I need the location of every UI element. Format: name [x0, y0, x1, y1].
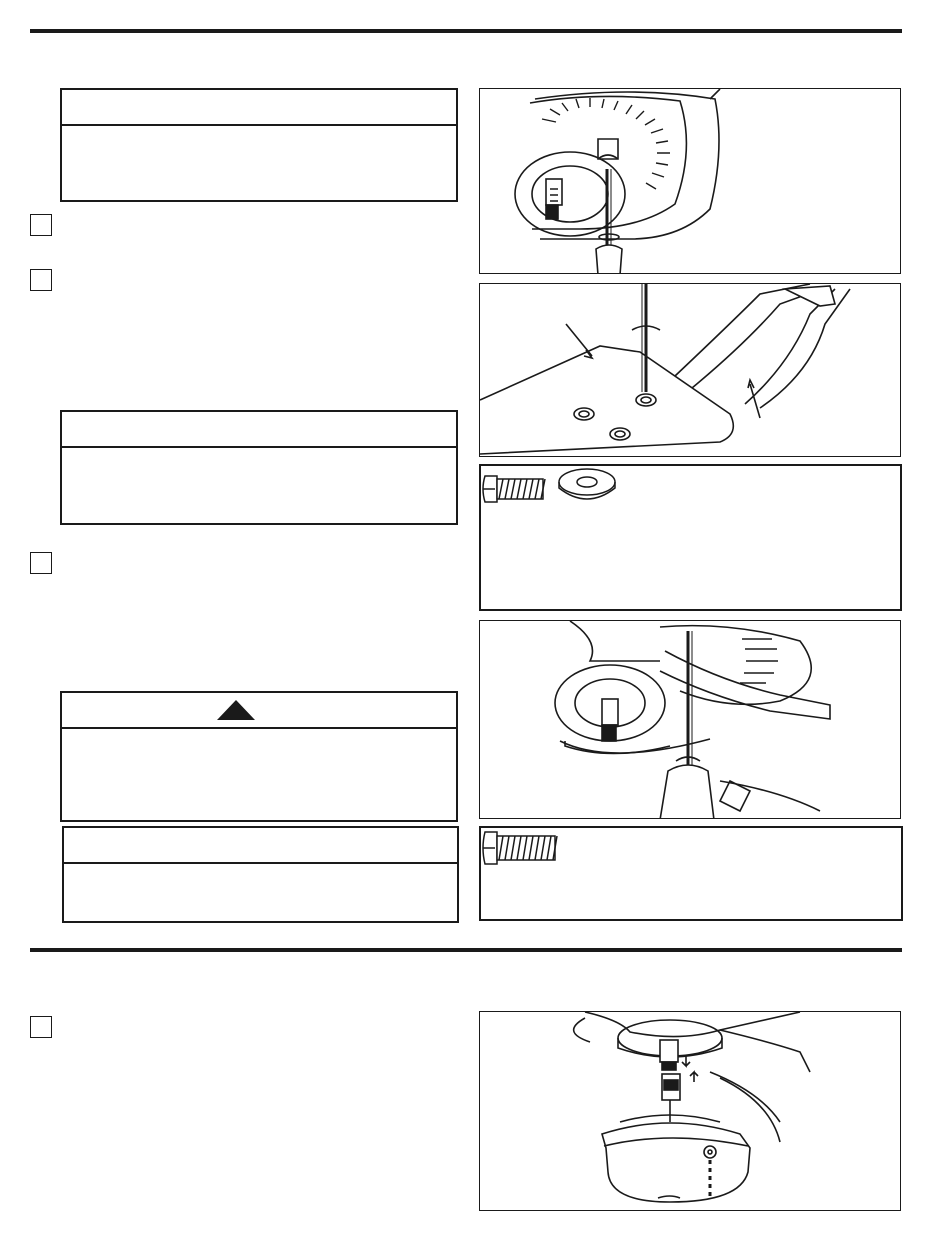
note-box-2 — [60, 410, 458, 525]
note-box-1 — [60, 88, 458, 202]
warning-triangle-icon — [216, 699, 256, 721]
step-2-marker — [30, 269, 52, 291]
blade-bracket-illustration — [480, 284, 901, 457]
screw-icon — [481, 472, 551, 506]
note-box-3-header — [64, 828, 457, 864]
motor-housing-illustration — [480, 89, 901, 274]
figure-bracket-to-motor — [479, 620, 901, 819]
light-kit-illustration — [480, 1012, 901, 1211]
figure-light-kit-connector — [479, 1011, 901, 1211]
step-1-marker — [30, 214, 52, 236]
washer-icon — [555, 466, 619, 506]
note-box-2-header — [62, 412, 456, 448]
screw-icon — [481, 828, 561, 868]
step-4-marker — [30, 1016, 52, 1038]
warning-box-header — [62, 693, 456, 729]
top-rule — [30, 29, 902, 33]
figure-blade-bracket-screws — [479, 283, 901, 457]
bracket-to-motor-illustration — [480, 621, 901, 819]
note-box-1-header — [62, 90, 456, 126]
hardware-screw-and-washer — [479, 464, 902, 611]
step-3-marker — [30, 552, 52, 574]
warning-box — [60, 691, 458, 822]
section-divider-rule — [30, 948, 902, 952]
figure-motor-housing-screw — [479, 88, 901, 274]
hardware-screw — [479, 826, 903, 921]
note-box-3 — [62, 826, 459, 923]
